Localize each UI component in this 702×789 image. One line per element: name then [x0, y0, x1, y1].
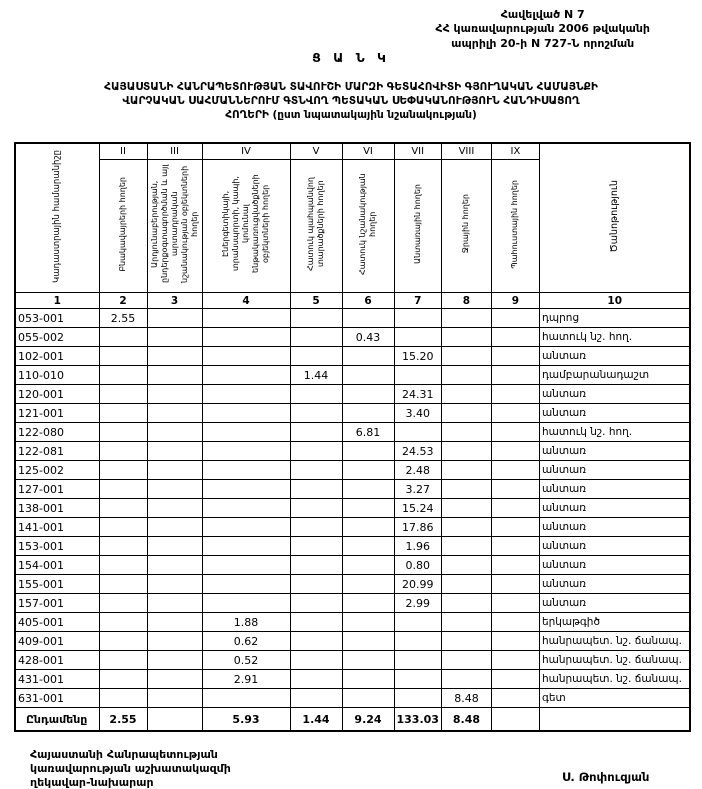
area-value-cell: 15.20: [394, 347, 441, 366]
cadastral-code-cell: 121-001: [15, 404, 99, 423]
area-value-cell: [491, 461, 539, 480]
header-roman-ii: II: [99, 143, 147, 160]
area-value-cell: [342, 442, 394, 461]
area-value-cell: [491, 347, 539, 366]
area-value-cell: [99, 518, 147, 537]
area-value-cell: [147, 423, 202, 442]
note-cell: անտառ: [539, 556, 690, 575]
annex-block: [435, 8, 650, 51]
area-value-cell: [491, 309, 539, 328]
note-cell: դպրոց: [539, 309, 690, 328]
area-value-cell: [441, 537, 491, 556]
area-value-cell: 5.93: [202, 708, 290, 732]
area-value-cell: [342, 556, 394, 575]
area-value-cell: [290, 442, 342, 461]
area-value-cell: [342, 347, 394, 366]
total-label-cell: Ընդամենը: [15, 708, 99, 732]
header-note-column: [539, 143, 690, 293]
header-reserve-lands-label: Պահուստային հողեր: [510, 180, 520, 269]
cadastral-code-cell: 055-002: [15, 328, 99, 347]
table-row: [15, 309, 690, 328]
area-value-cell: [147, 594, 202, 613]
column-number: 3: [147, 293, 202, 309]
table-body: [15, 309, 690, 732]
table-row: [15, 423, 690, 442]
header-special-purpose-lands-label: Հատուկ նշանակության հողեր: [358, 161, 378, 287]
table-row: [15, 347, 690, 366]
area-value-cell: [99, 347, 147, 366]
area-value-cell: [441, 347, 491, 366]
area-value-cell: [99, 480, 147, 499]
area-value-cell: [147, 461, 202, 480]
header-note-label: Ծանոթություն: [609, 180, 621, 252]
area-value-cell: [147, 328, 202, 347]
area-value-cell: 1.44: [290, 708, 342, 732]
area-value-cell: [99, 461, 147, 480]
note-cell: անտառ: [539, 347, 690, 366]
header-forest-lands-label: Անտառային հողեր: [413, 184, 423, 264]
area-value-cell: [491, 651, 539, 670]
area-value-cell: [147, 480, 202, 499]
area-value-cell: [290, 328, 342, 347]
table-row: [15, 670, 690, 689]
area-value-cell: [491, 366, 539, 385]
area-value-cell: [394, 366, 441, 385]
area-value-cell: [394, 689, 441, 708]
footer-line-2: կառավարության աշխատակազմի: [30, 762, 231, 776]
cadastral-code-cell: 153-001: [15, 537, 99, 556]
title-line-1: ՀԱՅԱՍՏԱՆԻ ՀԱՆՐԱՊԵՏՈՒԹՅԱՆ ՏԱՎՈՒՇԻ ՄԱՐԶԻ ԳԵՏԱՀՈՎԻՏԻ ԳՅՈՒՂԱԿԱՆ ՀԱՄԱՅՆՔԻ: [10, 80, 692, 94]
area-value-cell: [202, 689, 290, 708]
note-cell: անտառ: [539, 594, 690, 613]
area-value-cell: [202, 442, 290, 461]
cadastral-code-cell: 154-001: [15, 556, 99, 575]
area-value-cell: [147, 309, 202, 328]
cadastral-code-cell: 120-001: [15, 385, 99, 404]
area-value-cell: [342, 480, 394, 499]
area-value-cell: [99, 385, 147, 404]
area-value-cell: [491, 689, 539, 708]
area-value-cell: 2.91: [202, 670, 290, 689]
area-value-cell: [394, 670, 441, 689]
note-cell: գետ: [539, 689, 690, 708]
footer-line-3: ղեկավար-նախարար: [30, 776, 231, 789]
area-value-cell: [491, 708, 539, 732]
area-value-cell: [342, 613, 394, 632]
area-value-cell: [147, 575, 202, 594]
area-value-cell: [342, 385, 394, 404]
header-industry-lands: [147, 160, 202, 293]
header-roman-vi: VI: [342, 143, 394, 160]
note-cell: անտառ: [539, 499, 690, 518]
footer-block: [30, 748, 231, 789]
table-row: [15, 613, 690, 632]
header-roman-iii: III: [147, 143, 202, 160]
area-value-cell: [441, 461, 491, 480]
area-value-cell: [342, 689, 394, 708]
area-value-cell: [491, 594, 539, 613]
area-value-cell: 8.48: [441, 689, 491, 708]
note-cell: [539, 708, 690, 732]
area-value-cell: [202, 366, 290, 385]
area-value-cell: [342, 632, 394, 651]
area-value-cell: [99, 404, 147, 423]
area-value-cell: [491, 518, 539, 537]
cadastral-code-cell: 141-001: [15, 518, 99, 537]
cadastral-code-cell: 428-001: [15, 651, 99, 670]
header-roman-iv: IV: [202, 143, 290, 160]
area-value-cell: [202, 594, 290, 613]
table-row: [15, 689, 690, 708]
annex-line-2: ՀՀ կառավարության 2006 թվականի: [435, 22, 650, 36]
area-value-cell: [491, 670, 539, 689]
area-value-cell: [441, 670, 491, 689]
header-roman-vii: VII: [394, 143, 441, 160]
column-number: 10: [539, 293, 690, 309]
note-cell: անտառ: [539, 518, 690, 537]
area-value-cell: [441, 518, 491, 537]
area-value-cell: 17.86: [394, 518, 441, 537]
area-value-cell: [99, 594, 147, 613]
area-value-cell: [99, 575, 147, 594]
area-value-cell: 2.48: [394, 461, 441, 480]
table-row: [15, 594, 690, 613]
area-value-cell: [202, 423, 290, 442]
area-value-cell: [147, 518, 202, 537]
area-value-cell: 15.24: [394, 499, 441, 518]
area-value-cell: 1.96: [394, 537, 441, 556]
column-number: 7: [394, 293, 441, 309]
area-value-cell: [290, 632, 342, 651]
area-value-cell: [99, 537, 147, 556]
column-number: 9: [491, 293, 539, 309]
area-value-cell: [147, 708, 202, 732]
area-value-cell: [394, 613, 441, 632]
area-value-cell: [491, 423, 539, 442]
column-number-row: [15, 293, 690, 309]
area-value-cell: [441, 594, 491, 613]
table-row: [15, 632, 690, 651]
column-number: 1: [15, 293, 99, 309]
area-value-cell: 3.40: [394, 404, 441, 423]
footer-line-1: Հայաստանի Հանրապետության: [30, 748, 231, 762]
area-value-cell: [290, 347, 342, 366]
area-value-cell: [441, 404, 491, 423]
area-value-cell: [202, 404, 290, 423]
area-value-cell: [290, 423, 342, 442]
cadastral-code-cell: 631-001: [15, 689, 99, 708]
header-cadastral-number: [15, 143, 99, 293]
area-value-cell: [342, 309, 394, 328]
area-value-cell: 9.24: [342, 708, 394, 732]
column-number: 2: [99, 293, 147, 309]
area-value-cell: [290, 537, 342, 556]
area-value-cell: [342, 670, 394, 689]
area-value-cell: [342, 537, 394, 556]
table-row: [15, 366, 690, 385]
area-value-cell: 1.88: [202, 613, 290, 632]
land-table: [14, 142, 691, 732]
area-value-cell: 0.43: [342, 328, 394, 347]
cadastral-code-cell: 122-081: [15, 442, 99, 461]
note-cell: անտառ: [539, 385, 690, 404]
note-cell: անտառ: [539, 442, 690, 461]
area-value-cell: [342, 461, 394, 480]
table-row: [15, 328, 690, 347]
area-value-cell: [394, 651, 441, 670]
document-title: [10, 80, 692, 123]
area-value-cell: [290, 499, 342, 518]
area-value-cell: [147, 537, 202, 556]
area-value-cell: [441, 366, 491, 385]
header-forest-lands: [394, 160, 441, 293]
area-value-cell: [491, 442, 539, 461]
area-value-cell: [394, 328, 441, 347]
note-cell: անտառ: [539, 404, 690, 423]
area-value-cell: [290, 670, 342, 689]
area-value-cell: [491, 385, 539, 404]
area-value-cell: 8.48: [441, 708, 491, 732]
header-protected-lands: [290, 160, 342, 293]
note-cell: անտառ: [539, 461, 690, 480]
area-value-cell: [290, 309, 342, 328]
area-value-cell: [202, 385, 290, 404]
table-row: [15, 499, 690, 518]
table-row: [15, 651, 690, 670]
header-water-lands: [441, 160, 491, 293]
note-cell: անտառ: [539, 480, 690, 499]
area-value-cell: 2.55: [99, 309, 147, 328]
area-value-cell: [202, 328, 290, 347]
title-line-2: ՎԱՐՉԱԿԱՆ ՍԱՀՄԱՆՆԵՐՈՒՄ ԳՏՆՎՈՂ ՊԵՏԱԿԱՆ ՍԵՓԱԿԱՆՈՒԹՅՈՒՆ ՀԱՆԴԻՍԱՑՈՂ: [10, 94, 692, 108]
column-number: 4: [202, 293, 290, 309]
signature-name: Ս. Թոփուզյան: [562, 770, 649, 784]
area-value-cell: [290, 404, 342, 423]
table-row: [15, 518, 690, 537]
area-value-cell: [99, 632, 147, 651]
area-value-cell: 1.44: [290, 366, 342, 385]
area-value-cell: [441, 613, 491, 632]
area-value-cell: [99, 442, 147, 461]
area-value-cell: [202, 461, 290, 480]
area-value-cell: [290, 461, 342, 480]
total-row: [15, 708, 690, 732]
area-value-cell: 6.81: [342, 423, 394, 442]
note-cell: անտառ: [539, 537, 690, 556]
cadastral-code-cell: 138-001: [15, 499, 99, 518]
area-value-cell: [147, 499, 202, 518]
area-value-cell: [290, 556, 342, 575]
area-value-cell: 133.03: [394, 708, 441, 732]
area-value-cell: [147, 651, 202, 670]
area-value-cell: [147, 632, 202, 651]
area-value-cell: [441, 328, 491, 347]
area-value-cell: [99, 499, 147, 518]
area-value-cell: [99, 670, 147, 689]
area-value-cell: [147, 404, 202, 423]
header-roman-ix: IX: [491, 143, 539, 160]
area-value-cell: [394, 309, 441, 328]
area-value-cell: [147, 385, 202, 404]
area-value-cell: [99, 689, 147, 708]
cadastral-code-cell: 155-001: [15, 575, 99, 594]
area-value-cell: [202, 347, 290, 366]
header-infrastructure-lands: [202, 160, 290, 293]
area-value-cell: [441, 575, 491, 594]
area-value-cell: 0.52: [202, 651, 290, 670]
column-number: 8: [441, 293, 491, 309]
column-number: 6: [342, 293, 394, 309]
note-cell: հատուկ նշ. հող.: [539, 328, 690, 347]
note-cell: հանրապետ. նշ. ճանապ.: [539, 632, 690, 651]
table-row: [15, 480, 690, 499]
area-value-cell: [441, 632, 491, 651]
area-value-cell: [394, 632, 441, 651]
cadastral-code-cell: 431-001: [15, 670, 99, 689]
header-industry-lands-label: Արդյունաբերության, ընդերքօգտագործման և այլ արտադրական նշանակության օբյեկտների հողեր: [150, 161, 200, 287]
area-value-cell: [99, 556, 147, 575]
cadastral-code-cell: 122-080: [15, 423, 99, 442]
area-value-cell: [99, 651, 147, 670]
note-cell: դամբարանադաշտ: [539, 366, 690, 385]
area-value-cell: [202, 556, 290, 575]
area-value-cell: [147, 556, 202, 575]
area-value-cell: 24.53: [394, 442, 441, 461]
header-roman-v: V: [290, 143, 342, 160]
area-value-cell: [99, 366, 147, 385]
area-value-cell: [147, 689, 202, 708]
area-value-cell: [342, 499, 394, 518]
cadastral-code-cell: 409-001: [15, 632, 99, 651]
area-value-cell: 2.99: [394, 594, 441, 613]
cadastral-code-cell: 125-002: [15, 461, 99, 480]
area-value-cell: [491, 499, 539, 518]
area-value-cell: [147, 613, 202, 632]
area-value-cell: 0.62: [202, 632, 290, 651]
cadastral-code-cell: 127-001: [15, 480, 99, 499]
area-value-cell: [441, 385, 491, 404]
column-number: 5: [290, 293, 342, 309]
area-value-cell: [99, 328, 147, 347]
area-value-cell: [147, 442, 202, 461]
area-value-cell: [441, 442, 491, 461]
area-value-cell: [441, 499, 491, 518]
header-roman-viii: VIII: [441, 143, 491, 160]
area-value-cell: [441, 309, 491, 328]
area-value-cell: [147, 347, 202, 366]
area-value-cell: [290, 385, 342, 404]
area-value-cell: [290, 518, 342, 537]
table-row: [15, 385, 690, 404]
note-cell: հատուկ նշ. հող.: [539, 423, 690, 442]
table-row: [15, 575, 690, 594]
area-value-cell: [491, 537, 539, 556]
annex-line-3: ապրիլի 20-ի N 727-Ն որոշման: [435, 37, 650, 51]
header-special-purpose-lands: [342, 160, 394, 293]
area-value-cell: [202, 537, 290, 556]
area-value-cell: [491, 632, 539, 651]
area-value-cell: [202, 518, 290, 537]
table-header: [15, 143, 690, 309]
title-line-3: ՀՈՂԵՐԻ (ըստ նպատակային նշանակության): [10, 108, 692, 122]
header-protected-lands-label: Հատուկ պահպանվող տարածքների հողեր: [306, 161, 326, 287]
note-cell: երկաթգիծ: [539, 613, 690, 632]
area-value-cell: [441, 480, 491, 499]
cadastral-code-cell: 110-010: [15, 366, 99, 385]
note-cell: հանրապետ. նշ. ճանապ.: [539, 651, 690, 670]
note-cell: հանրապետ. նշ. ճանապ.: [539, 670, 690, 689]
area-value-cell: [147, 366, 202, 385]
area-value-cell: [202, 480, 290, 499]
list-label: Ց Ա Ն Կ: [0, 50, 702, 65]
cadastral-code-cell: 053-001: [15, 309, 99, 328]
area-value-cell: [342, 518, 394, 537]
cadastral-code-cell: 405-001: [15, 613, 99, 632]
area-value-cell: [290, 594, 342, 613]
table-row: [15, 537, 690, 556]
area-value-cell: [342, 575, 394, 594]
header-infrastructure-lands-label: Էներգետիկայի, տրանսպորտի, կապի, կոմունալ ենթակառուցվածքների օբյեկտների հողեր: [221, 161, 271, 287]
header-settlement-lands-label: Բնակավայրերի հողեր: [118, 177, 128, 272]
area-value-cell: 20.99: [394, 575, 441, 594]
area-value-cell: [99, 613, 147, 632]
area-value-cell: [99, 423, 147, 442]
table-row: [15, 404, 690, 423]
note-cell: անտառ: [539, 575, 690, 594]
area-value-cell: [491, 480, 539, 499]
area-value-cell: [491, 404, 539, 423]
area-value-cell: [202, 499, 290, 518]
annex-line-1: Հավելված N 7: [435, 8, 650, 22]
area-value-cell: [491, 328, 539, 347]
area-value-cell: [491, 613, 539, 632]
area-value-cell: 0.80: [394, 556, 441, 575]
area-value-cell: [441, 651, 491, 670]
header-reserve-lands: [491, 160, 539, 293]
area-value-cell: [290, 480, 342, 499]
area-value-cell: [202, 575, 290, 594]
area-value-cell: [441, 423, 491, 442]
table-row: [15, 461, 690, 480]
area-value-cell: [290, 689, 342, 708]
area-value-cell: [342, 594, 394, 613]
header-settlement-lands: [99, 160, 147, 293]
roman-numeral-row: [15, 143, 690, 160]
table-row: [15, 556, 690, 575]
area-value-cell: 3.27: [394, 480, 441, 499]
area-value-cell: [491, 575, 539, 594]
area-value-cell: 24.31: [394, 385, 441, 404]
table-row: [15, 442, 690, 461]
area-value-cell: [491, 556, 539, 575]
area-value-cell: [441, 556, 491, 575]
area-value-cell: [290, 575, 342, 594]
cadastral-code-cell: 157-001: [15, 594, 99, 613]
header-cadastral-number-label: Կադաստրային համարանիշը: [52, 150, 63, 283]
area-value-cell: [342, 366, 394, 385]
area-value-cell: [147, 670, 202, 689]
area-value-cell: [342, 651, 394, 670]
cadastral-code-cell: 102-001: [15, 347, 99, 366]
header-water-lands-label: Ջրային հողեր: [461, 194, 471, 253]
area-value-cell: [290, 651, 342, 670]
area-value-cell: 2.55: [99, 708, 147, 732]
area-value-cell: [342, 404, 394, 423]
area-value-cell: [394, 423, 441, 442]
area-value-cell: [202, 309, 290, 328]
area-value-cell: [290, 613, 342, 632]
